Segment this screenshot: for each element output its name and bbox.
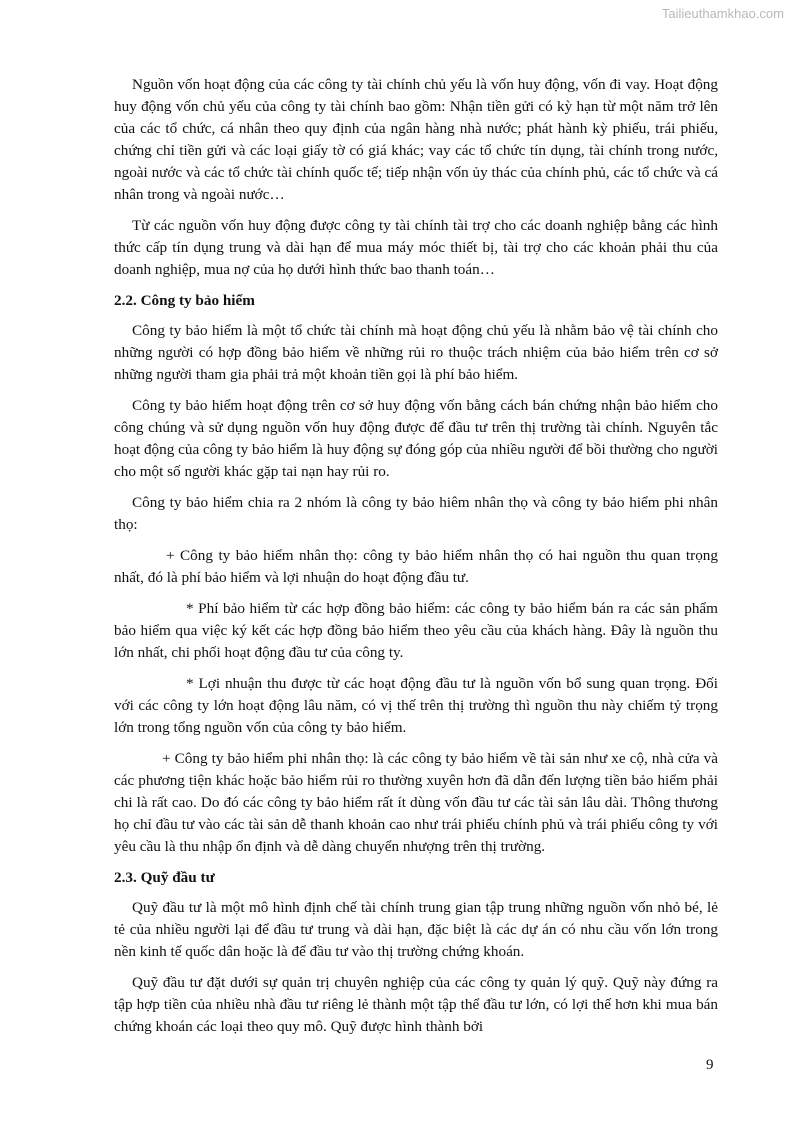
document-body bbox=[114, 74, 718, 1047]
list-item-nonlife-insurance: + Công ty bảo hiểm phi nhân thọ: là các công ty bảo hiểm về tài sản như xe cộ, nhà cửa và các phương tiện khác hoặc bảo hiểm rủi ro thường xuyên hơn đã dẫn đến lượng tiền bảo hiểm phải chi là rất cao. Do đó các công ty bảo hiểm rất ít dùng vốn đầu tư các tài sản lâu dài. Thông thương họ chỉ đầu tư vào các tài sản dễ thanh khoản cao như trái phiếu chính phủ và trái phiếu công ty với yêu cầu là thu nhập ổn định và dễ dàng chuyển nhượng trên thị trường. bbox=[114, 750, 718, 855]
paragraph-intro-1: Nguồn vốn hoạt động của các công ty tài chính chủ yếu là vốn huy động, vốn đi vay. Hoạt động huy động vốn chủ yếu của công ty tài chính bao gồm: Nhận tiền gửi có kỳ hạn từ một năm trở lên của các tổ chức, cá nhân theo quy định của ngân hàng nhà nước; phát hành kỳ phiếu, trái phiếu, chứng chỉ tiền gửi và các loại giấy tờ có giá khác; vay các tổ chức tín dụng, tài chính trong nước, ngoài nước và các tổ chức tài chính quốc tế; tiếp nhận vốn ủy thác của chính phủ, các tổ chức và cá nhân trong và ngoài nước… bbox=[114, 76, 718, 203]
paragraph-fund-2: Quỹ đầu tư đặt dưới sự quản trị chuyên nghiệp của các công ty quản lý quỹ. Quỹ này đứng ra tập hợp tiền của nhiều nhà đầu tư riêng lẻ thành một tập thể đầu tư lớn, có lợi thế hơn khi mua bán chứng khoán các loại theo quy mô. Quỹ được hình thành bởi bbox=[114, 974, 718, 1035]
paragraph-insurance-3: Công ty bảo hiểm chia ra 2 nhóm là công ty bảo hiêm nhân thọ và công ty bảo hiểm phi nhân thọ: bbox=[114, 494, 718, 533]
list-item-life-insurance: + Công ty bảo hiểm nhân thọ: công ty bảo hiểm nhân thọ có hai nguồn thu quan trọng nhất, đó là phí bảo hiểm và lợi nhuận do hoạt động đầu tư. bbox=[114, 547, 718, 586]
list-subitem-profit: * Lợi nhuận thu được từ các hoạt động đầu tư là nguồn vốn bổ sung quan trọng. Đối với các công ty lớn hoạt động lâu năm, có vị thế trên thị trường thì nguồn thu này chiếm tỷ trọng lớn trong tổng nguồn vốn của công ty bảo hiểm. bbox=[114, 675, 718, 736]
list-subitem-premium: * Phí bảo hiểm từ các hợp đồng bảo hiểm: các công ty bảo hiểm bán ra các sản phẩm bảo hiểm qua việc ký kết các hợp đồng bảo hiểm theo yêu cầu của khách hàng. Đây là nguồn thu lớn nhất, chi phối hoạt động đầu tư của công ty. bbox=[114, 600, 718, 661]
page-number: 9 bbox=[706, 1057, 714, 1073]
paragraph-fund-1: Quỹ đầu tư là một mô hình định chế tài chính trung gian tập trung những nguồn vốn nhỏ bé, lẻ tẻ của nhiều người lại để đầu tư trung và dài hạn, đặc biệt là các dự án có nhu cầu vốn lớn trong nền kinh tế quốc dân hoặc là để đầu tư vào thị trường chứng khoán. bbox=[114, 899, 718, 960]
paragraph-intro-2: Từ các nguồn vốn huy động được công ty tài chính tài trợ cho các doanh nghiệp bằng các hình thức cấp tín dụng trung và dài hạn để mua máy móc thiết bị, tài trợ cho các khoản phải thu của doanh nghiệp, mua nợ của họ dưới hình thức bao thanh toán… bbox=[114, 217, 718, 278]
watermark-text: Tailieuthamkhao.com bbox=[661, 6, 784, 21]
paragraph-insurance-2: Công ty bảo hiểm hoạt động trên cơ sở huy động vốn bằng cách bán chứng nhận bảo hiểm cho công chúng và sử dụng nguồn vốn huy động được để đầu tư trên thị trường tài chính. Nguyên tắc hoạt động của công ty bảo hiểm là huy động sự đóng góp của nhiều người để bồi thường cho người cho một số người khác gặp tai nạn hay rủi ro. bbox=[114, 397, 718, 480]
section-heading-investment-fund: 2.3. Quỹ đầu tư bbox=[114, 869, 215, 886]
section-heading-insurance: 2.2. Công ty bảo hiểm bbox=[114, 292, 255, 309]
paragraph-insurance-1: Công ty bảo hiểm là một tổ chức tài chính mà hoạt động chủ yếu là nhằm bảo vệ tài chính cho những người có hợp đồng bảo hiểm về những rủi ro thuộc trách nhiệm của bảo hiểm trên cơ sở những người tham gia phải trả một khoản tiền gọi là phí bảo hiểm. bbox=[114, 322, 718, 383]
